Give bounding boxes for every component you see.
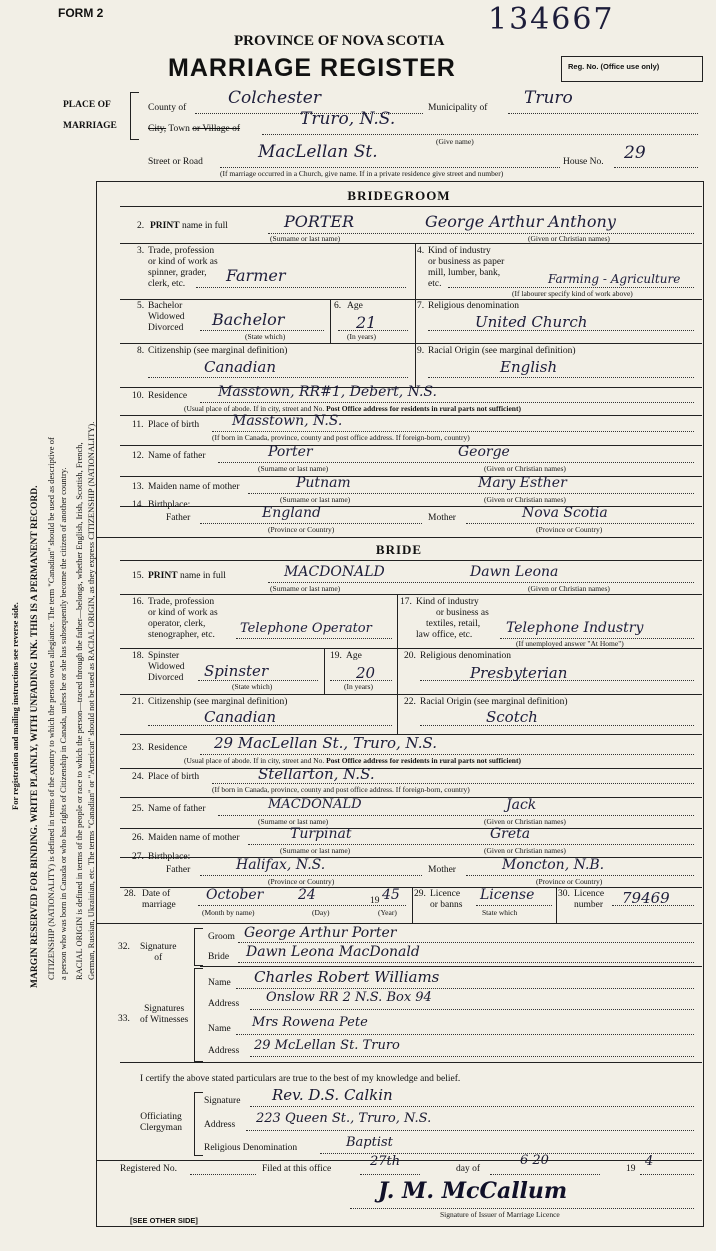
bride-sig-label: Bride	[208, 952, 230, 962]
groom-given-caption: (Given or Christian names)	[528, 234, 610, 243]
filed-year-prefix: 19	[626, 1164, 636, 1174]
day-caption: (Day)	[312, 908, 330, 917]
registered-no-label: Registered No.	[120, 1164, 177, 1174]
place-of-label: PLACE OF	[63, 100, 111, 110]
bride-residence-label: Residence	[148, 743, 188, 753]
groom-status-value: Bachelor	[212, 310, 285, 329]
witness2-name-label: Name	[208, 1024, 231, 1034]
bride-residence-value: 29 MacLellan St., Truro, N.S.	[214, 734, 437, 752]
bride-industry-label: Kind of industry or business as textiles, retail, law office, etc.	[416, 597, 489, 640]
bride-mother-prov-caption: (Province or Country)	[536, 877, 603, 886]
groom-print-label: PRINT	[150, 221, 180, 231]
bride-given-caption: (Given or Christian names)	[528, 584, 610, 593]
bride-racial-value: Scotch	[486, 708, 538, 726]
witnesses-label: Signatures of Witnesses	[140, 1004, 189, 1025]
bride-status-label: Spinster Widowed Divorced	[148, 651, 185, 683]
form-number: FORM 2	[58, 6, 104, 20]
bride-signature: Dawn Leona MacDonald	[246, 944, 420, 960]
marriage-year: 45	[382, 887, 400, 903]
groom-birth-caption: (If born in Canada, province, county and post office address. If foreign-born, country)	[212, 433, 470, 442]
house-value: 29	[624, 143, 646, 163]
clergy-signature: Rev. D.S. Calkin	[272, 1086, 393, 1104]
marriage-day: 24	[298, 887, 316, 903]
groom-sig-label: Groom	[208, 932, 235, 942]
bride-citizenship-value: Canadian	[204, 708, 277, 726]
municipality-value: Truro	[524, 88, 573, 108]
place-brace	[130, 92, 139, 140]
bride-birth-label: Place of birth	[148, 772, 200, 782]
month-caption: (Month by name)	[202, 908, 255, 917]
groom-birth-label: Place of birth	[148, 420, 200, 430]
city-value: Truro, N.S.	[300, 109, 396, 129]
groom-religion-label: Religious denomination	[428, 301, 520, 311]
margin-line-2: MARGIN RESERVED FOR BINDING. WRITE PLAINLY, WITH UNFADING INK. THIS IS A PERMANENT RECORD.	[30, 485, 40, 988]
groom-given-names: George Arthur Anthony	[425, 212, 616, 231]
margin-line-1: For registration and mailing instructions see reverse side.	[10, 602, 20, 810]
bride-given-names: Dawn Leona	[470, 564, 559, 580]
groom-residence-label: Residence	[148, 391, 188, 401]
county-value: Colchester	[228, 88, 321, 108]
bride-father-surname-caption: (Surname or last name)	[258, 817, 329, 826]
bride-mother-given: Greta	[490, 826, 531, 842]
groom-trade-value: Farmer	[226, 266, 286, 285]
bride-status-caption: (State which)	[232, 682, 273, 691]
filed-day: 27th	[370, 1154, 401, 1169]
margin-line-6: German, Russian, Ukrainian, etc. The terms "Canadian" or "American" should not be used as RACIAL ORIGIN, as they express CITIZENSHIP (NATIONALITY).	[86, 421, 96, 980]
witness1-address-label: Address	[208, 999, 240, 1009]
day-of-label: day of	[456, 1164, 481, 1174]
groom-citizenship-label: Citizenship (see marginal definition)	[148, 346, 288, 356]
bride-name-label: PRINT name in full	[148, 571, 226, 581]
groom-racial-value: English	[500, 358, 558, 376]
church-note: (If marriage occurred in a Church, give name. If in a private residence give street and number)	[220, 169, 504, 178]
bride-father-label: Name of father	[148, 804, 206, 814]
bride-mother-label: Maiden name of mother	[148, 833, 240, 843]
witness2-address: 29 McLellan St. Truro	[254, 1038, 400, 1053]
groom-birthplace-father-word: Father	[166, 513, 191, 523]
groom-status-caption: (State which)	[245, 332, 286, 341]
house-label: House No.	[563, 157, 604, 167]
groom-father-prov-caption: (Province or Country)	[268, 525, 335, 534]
page-title: MARRIAGE REGISTER	[168, 54, 456, 82]
street-value: MacLellan St.	[258, 142, 378, 162]
margin-line-4: a person who was born in Canada or who has rights of Citizenship in Canada, unless he or she has subsequently become the citizen of another country.	[58, 467, 68, 980]
groom-trade-label: Trade, profession or kind of work as spinner, grader, clerk, etc.	[148, 246, 218, 289]
bride-birthplace-label: Birthplace:	[148, 852, 191, 862]
filed-year: 4	[645, 1154, 654, 1169]
groom-age-label: Age	[347, 301, 363, 311]
bride-industry-value: Telephone Industry	[506, 620, 644, 636]
marriage-label: MARRIAGE	[63, 121, 117, 131]
margin-line-5: RACIAL ORIGIN is defined in terms of the people or race to which the person—traced through the father—belongs, whether English, Irish, Scottish, French,	[74, 442, 84, 980]
bride-racial-label: Racial Origin (see marginal definition)	[420, 697, 568, 707]
officiating-clergyman-label: Officiating Clergyman	[140, 1112, 183, 1133]
town-label: Town	[168, 124, 190, 134]
filed-label: Filed at this office	[262, 1164, 332, 1174]
groom-industry-value: Farming - Agriculture	[548, 272, 681, 286]
licence-number-label: Licence number	[574, 889, 605, 910]
certification-statement: I certify the above stated particulars are true to the best of my knowledge and belief.	[140, 1074, 461, 1084]
licence-caption: State which	[482, 908, 518, 917]
bride-father-surname: MACDONALD	[268, 797, 362, 812]
witness2-address-label: Address	[208, 1046, 240, 1056]
bride-birthplace-mother-word: Mother	[428, 865, 456, 875]
margin-line-3: CITIZENSHIP (NATIONALITY) is defined in terms of the country to which the person owes allegiance. The term "Canadian" should be used as descriptive of	[46, 437, 56, 980]
groom-status-label: Bachelor Widowed Divorced	[148, 301, 185, 333]
groom-mother-surname: Putnam	[296, 475, 351, 491]
bride-father-prov-caption: (Province or Country)	[268, 877, 335, 886]
clergy-address-label: Address	[204, 1120, 236, 1130]
bride-status-value: Spinster	[204, 662, 269, 680]
clergy-denomination-label: Religious Denomination	[204, 1143, 298, 1153]
signature-of-label: Signature of	[140, 942, 177, 963]
groom-residence-caption: (Usual place of abode. If in city, street and No. Post Office address for residents in rural parts not sufficient)	[184, 404, 521, 413]
groom-father-birthplace: England	[262, 505, 322, 521]
groom-industry-label: Kind of industry or business as paper mill, lumber, bank, etc.	[428, 246, 505, 289]
witness1-name-label: Name	[208, 978, 231, 988]
filed-month: 6 20	[520, 1153, 549, 1168]
city-town-label	[148, 124, 240, 135]
issuer-caption: Signature of Issuer of Marriage Licence	[440, 1210, 560, 1219]
groom-mother-given: Mary Esther	[478, 475, 567, 491]
bride-birthplace-father-word: Father	[166, 865, 191, 875]
clergy-signature-label: Signature	[204, 1096, 241, 1106]
witness1-address: Onslow RR 2 N.S. Box 94	[266, 990, 432, 1005]
bridegroom-heading: BRIDEGROOM	[347, 188, 451, 203]
bride-heading: BRIDE	[375, 542, 423, 557]
street-label: Street or Road	[148, 157, 203, 167]
bride-industry-caption: (If unemployed answer "At Home")	[516, 639, 624, 648]
licence-number-value: 79469	[622, 889, 670, 907]
groom-father-label: Name of father	[148, 451, 206, 461]
groom-father-surname-caption: (Surname or last name)	[258, 464, 329, 473]
city-struck: City,	[148, 124, 167, 134]
marriage-year-prefix: 19	[370, 896, 380, 906]
groom-father-given-caption: (Given or Christian names)	[484, 464, 566, 473]
groom-mother-prov-caption: (Province or Country)	[536, 525, 603, 534]
bride-birth-value: Stellarton, N.S.	[258, 765, 375, 783]
bride-surname: MACDONALD	[284, 564, 385, 580]
groom-father-given: George	[458, 444, 510, 460]
groom-birthplace-label: Birthplace:	[148, 500, 191, 510]
groom-mother-label: Maiden name of mother	[148, 482, 240, 492]
groom-residence-value: Masstown, RR#1, Debert, N.S.	[218, 384, 437, 400]
bride-residence-caption: (Usual place of abode. If in city, street and No. Post Office address for residents in rural parts not sufficient)	[184, 756, 521, 765]
give-name-caption: (Give name)	[436, 137, 474, 146]
groom-birthplace-mother-word: Mother	[428, 513, 456, 523]
clergy-denomination: Baptist	[346, 1135, 393, 1150]
bride-trade-value: Telephone Operator	[240, 621, 372, 636]
witness1-signature: Charles Robert Williams	[254, 968, 440, 986]
bride-birth-caption: (If born in Canada, province, county and post office address. If foreign-born, country)	[212, 785, 470, 794]
bride-surname-caption: (Surname or last name)	[270, 584, 341, 593]
bride-mother-surname: Turpinat	[290, 826, 352, 842]
bride-mother-surname-caption: (Surname or last name)	[280, 846, 351, 855]
bride-age-caption: (In years)	[344, 682, 373, 691]
groom-name-label	[150, 221, 228, 232]
groom-surname-caption: (Surname or last name)	[270, 234, 341, 243]
registration-box-label: Reg. No. (Office use only)	[568, 62, 660, 71]
bride-citizenship-label: Citizenship (see marginal definition)	[148, 697, 288, 707]
clergy-address: 223 Queen St., Truro, N.S.	[256, 1111, 432, 1126]
bride-mother-given-caption: (Given or Christian names)	[484, 846, 566, 855]
bride-age-value: 20	[356, 664, 376, 682]
issuer-signature: J. M. McCallum	[378, 1178, 568, 1204]
groom-citizenship-value: Canadian	[204, 358, 277, 376]
groom-father-surname: Porter	[268, 444, 313, 460]
groom-signature: George Arthur Porter	[244, 925, 397, 941]
row-2-number: 2.	[137, 221, 145, 231]
groom-age-value: 21	[356, 313, 377, 332]
groom-industry-caption: (If labourer specify kind of work above)	[512, 289, 633, 298]
witness2-signature: Mrs Rowena Pete	[252, 1015, 368, 1030]
licence-value: License	[480, 887, 535, 903]
bride-age-label: Age	[346, 651, 362, 661]
groom-mother-given-caption: (Given or Christian names)	[484, 495, 566, 504]
licence-label: Licence or banns	[430, 889, 463, 910]
register-number-handwritten: 134667	[488, 2, 615, 37]
groom-religion-value: United Church	[475, 313, 588, 331]
marriage-date-label: Date of marriage	[142, 889, 176, 910]
registration-office-box	[561, 56, 703, 82]
groom-birth-value: Masstown, N.S.	[232, 413, 343, 429]
groom-racial-label: Racial Origin (see marginal definition)	[428, 346, 576, 356]
bride-trade-label: Trade, profession or kind of work as operator, clerk, stenographer, etc.	[148, 597, 218, 640]
village-struck: or Village of	[192, 124, 241, 134]
bride-mother-birthplace: Moncton, N.B.	[502, 857, 605, 873]
groom-surname: PORTER	[284, 212, 355, 231]
year-caption: (Year)	[378, 908, 397, 917]
bride-father-given: Jack	[506, 797, 537, 813]
bride-religion-label: Religious denomination	[420, 651, 512, 661]
see-other-side: [SEE OTHER SIDE]	[130, 1216, 198, 1225]
groom-mother-birthplace: Nova Scotia	[522, 505, 608, 521]
marriage-month: October	[206, 887, 264, 903]
county-label: County of	[148, 103, 187, 113]
bride-father-birthplace: Halifax, N.S.	[236, 857, 326, 873]
province-title: PROVINCE OF NOVA SCOTIA	[234, 33, 445, 49]
groom-name-in-full: name in full	[181, 221, 228, 231]
bride-father-given-caption: (Given or Christian names)	[484, 817, 566, 826]
groom-mother-surname-caption: (Surname or last name)	[280, 495, 351, 504]
groom-age-caption: (In years)	[347, 332, 376, 341]
municipality-label: Municipality of	[428, 103, 488, 113]
bride-religion-value: Presbyterian	[470, 664, 568, 682]
